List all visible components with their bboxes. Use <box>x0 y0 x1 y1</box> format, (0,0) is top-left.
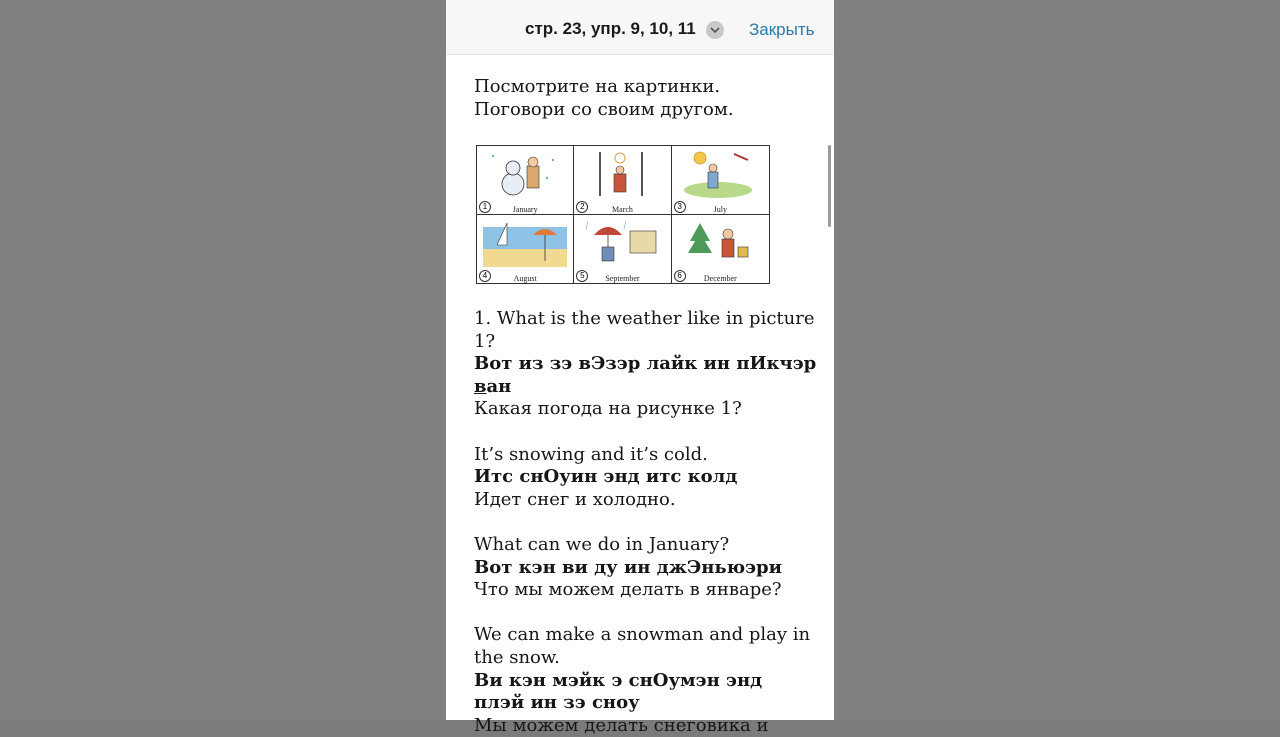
picture-cell <box>477 146 574 215</box>
intro-line-2: Поговори со своим другом. <box>474 98 734 120</box>
picture-cell <box>574 146 671 215</box>
answer2-ru: Мы можем делать снеговика и <box>474 714 769 736</box>
picture-month: July <box>713 204 727 214</box>
question2-en: What can we do in January? <box>474 533 730 555</box>
underlined-letter: в <box>474 375 487 397</box>
question2-transcription: Вот кэн ви ду ин джЭньюэри <box>474 556 782 578</box>
answer2-en-line1: We can make a snowman and play in <box>474 624 811 646</box>
answer-ru: Идет снег и холодно. <box>474 488 676 510</box>
picture-cell <box>672 146 769 215</box>
question-ru: Какая погода на рисунке 1? <box>474 398 742 420</box>
intro-line-1: Посмотрите на картинки. <box>474 76 721 97</box>
picture-number: 6 <box>674 270 686 282</box>
picture-cell <box>672 215 769 284</box>
december-illustration <box>678 217 762 269</box>
september-illustration <box>580 217 664 269</box>
answer2-transcription-line2: плэй ин зэ сноу <box>474 692 640 714</box>
picture-number: 4 <box>479 270 491 282</box>
picture-month: December <box>703 274 737 283</box>
spacer <box>474 421 819 444</box>
picture-number: 5 <box>576 270 588 282</box>
picture-number: 3 <box>674 201 686 213</box>
answer2-en-line2: the snow. <box>474 646 560 668</box>
phone-screen <box>446 0 834 736</box>
answer-en: It’s snowing and it’s cold. <box>474 443 708 465</box>
picture-cell <box>477 215 574 284</box>
july-illustration <box>678 148 762 200</box>
march-illustration <box>580 148 664 200</box>
picture-cell <box>574 215 671 284</box>
picture-number: 2 <box>576 201 588 213</box>
scrollbar[interactable] <box>828 145 831 227</box>
weather-pictures-grid <box>476 145 770 284</box>
august-illustration <box>483 217 567 269</box>
dialogue-content <box>474 308 819 737</box>
picture-month: September <box>605 274 640 283</box>
question-transcription: Вот из зэ вЭзэр лайк ин пИкчэр <box>474 353 817 375</box>
spacer <box>474 602 819 625</box>
chevron-down-icon[interactable] <box>706 21 724 39</box>
close-button[interactable]: Закрыть <box>749 20 815 39</box>
transcription-rest: ан <box>486 375 512 397</box>
picture-month: March <box>612 204 633 214</box>
answer2-transcription-line1: Ви кэн мэйк э снОумэн энд <box>474 669 763 691</box>
snowman-illustration <box>483 148 567 200</box>
spacer <box>474 511 819 534</box>
question-transcription-cont <box>474 376 819 399</box>
exercise-content <box>474 76 819 121</box>
picture-month: August <box>513 274 537 283</box>
navigation-bar <box>446 0 834 55</box>
answer-transcription: Итс снОуин энд итс колд <box>474 466 738 488</box>
picture-number: 1 <box>479 201 491 213</box>
question2-ru: Что мы можем делать в январе? <box>474 579 782 601</box>
page-title[interactable]: стр. 23, упр. 9, 10, 11 <box>525 19 696 38</box>
question-en: 1. What is the weather like in picture 1? <box>474 308 815 352</box>
picture-month: January <box>512 204 538 214</box>
